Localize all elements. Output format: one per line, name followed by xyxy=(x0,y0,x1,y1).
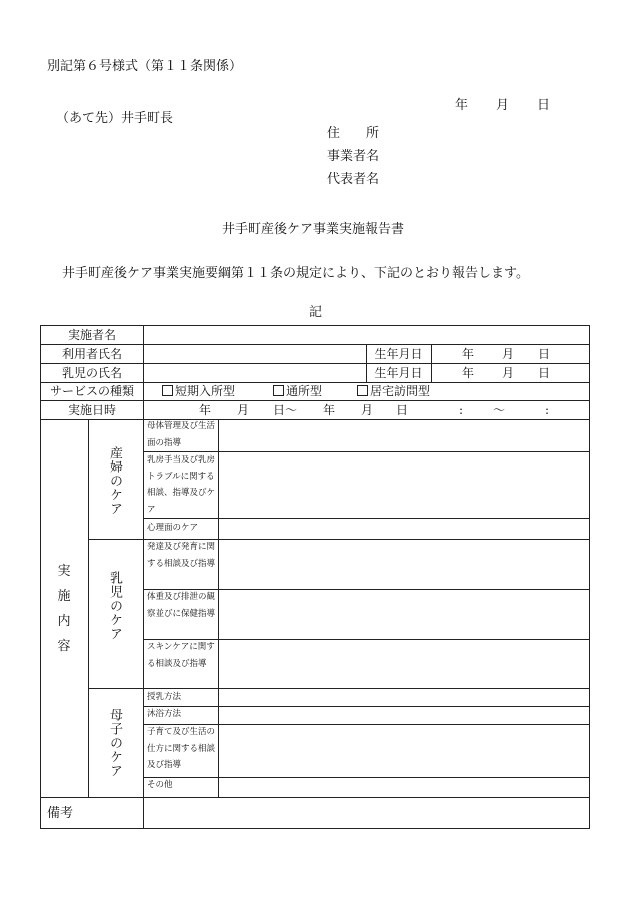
checkbox-icon[interactable] xyxy=(162,385,173,396)
address-label: 住 所 xyxy=(327,126,380,141)
addressee: （あて先）井手町長 xyxy=(56,111,174,126)
infant-birthdate-label: 生年月日 xyxy=(374,366,423,380)
start-year: 年 xyxy=(199,403,212,417)
service-type-label: サービスの種類 xyxy=(49,384,134,398)
item-maternal-management: 母体管理及び生活面の指導 xyxy=(147,421,216,448)
checkbox-icon[interactable] xyxy=(273,385,284,396)
ki-label: 記 xyxy=(309,305,323,320)
user-name-label: 利用者氏名 xyxy=(61,347,122,361)
item-bathing: 沐浴方法 xyxy=(147,709,182,719)
col-divider xyxy=(88,419,89,797)
col-divider xyxy=(143,326,144,828)
content-label: 実 施 内 容 xyxy=(57,564,71,654)
representative-label: 代表者名 xyxy=(327,172,380,187)
checkbox-icon[interactable] xyxy=(357,385,368,396)
remarks-label: 備考 xyxy=(47,806,74,821)
infant-birth-day: 日 xyxy=(538,366,551,380)
business-name-label: 事業者名 xyxy=(327,149,380,164)
infant-birth-year: 年 xyxy=(462,366,475,380)
user-birth-day: 日 xyxy=(538,347,551,361)
date-day-label: 日 xyxy=(537,98,551,113)
item-breast-care: 乳房手当及び乳房トラブルに関する相談、指導及びケア xyxy=(147,455,216,515)
section-label-mother-care: 産婦のケア xyxy=(107,446,122,516)
item-divider xyxy=(143,518,589,519)
end-month: 月 xyxy=(361,403,374,417)
col-divider xyxy=(431,344,432,382)
item-skincare-consult: スキンケアに関する相談及び指導 xyxy=(147,642,215,669)
item-psychological-care: 心理面のケア xyxy=(147,523,199,533)
end-day: 日 xyxy=(396,403,409,417)
document-title: 井手町産後ケア事業実施報告書 xyxy=(222,222,405,237)
service-option-home-visit[interactable]: 居宅訪問型 xyxy=(357,381,430,401)
section-label-mother-child-care: 母子のケア xyxy=(107,708,122,778)
item-other: その他 xyxy=(147,780,173,790)
date-year-label: 年 xyxy=(455,98,469,113)
item-development-consult: 発達及び発育に関する相談及び指導 xyxy=(147,542,216,569)
implementer-label: 実施者名 xyxy=(67,328,116,342)
date-label: 実施日時 xyxy=(67,403,116,417)
infant-name-label: 乳児の氏名 xyxy=(61,366,122,380)
service-option-day-care[interactable]: 通所型 xyxy=(273,381,322,401)
row-divider xyxy=(41,797,589,798)
form-number: 別記第６号様式（第１１条関係） xyxy=(47,59,243,74)
user-birth-year: 年 xyxy=(462,347,475,361)
user-birth-month: 月 xyxy=(502,347,515,361)
date-month-label: 月 xyxy=(496,98,510,113)
report-form-table xyxy=(40,325,590,829)
infant-birth-month: 月 xyxy=(502,366,515,380)
service-option-short-stay[interactable]: 短期入所型 xyxy=(162,381,235,401)
user-birthdate-label: 生年月日 xyxy=(374,347,423,361)
time-tilde: ～ xyxy=(493,403,506,417)
col-divider xyxy=(218,419,219,797)
start-month: 月 xyxy=(237,403,250,417)
start-time-colon: : xyxy=(459,403,464,417)
end-year: 年 xyxy=(323,403,336,417)
intro-text: 井手町産後ケア事業実施要綱第１１条の規定により、下記のとおり報告します。 xyxy=(62,266,529,281)
item-breastfeeding: 授乳方法 xyxy=(147,692,182,702)
item-weight-excretion: 体重及び排泄の観察並びに保健指導 xyxy=(147,592,216,619)
section-label-infant-care: 乳児のケア xyxy=(107,571,122,641)
end-time-colon: : xyxy=(545,403,550,417)
start-day: 日～ xyxy=(273,403,298,417)
item-parenting-consult: 子育て及び生活の仕方に関する相談及び指導 xyxy=(147,727,216,770)
